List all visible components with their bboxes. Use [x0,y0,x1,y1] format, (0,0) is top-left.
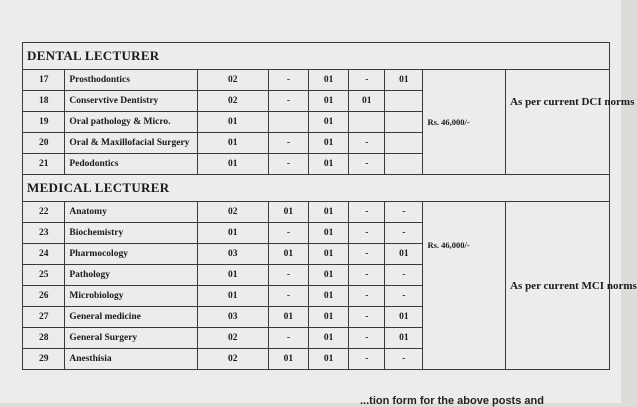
post-count-d: - [349,307,385,328]
post-count-b: 01 [268,202,308,223]
footer-cut-text: ...tion form for the above posts and [360,395,544,407]
subject-name: General medicine [65,307,197,328]
post-count-c: 01 [309,70,349,91]
post-count-a: 02 [197,328,268,349]
dental-norms: As per current DCI norms [506,70,610,175]
post-count-b: - [268,154,308,175]
post-count-c: 01 [309,349,349,370]
row-number: 28 [23,328,65,349]
post-count-e: - [385,286,423,307]
subject-name: Anatomy [65,202,197,223]
post-count-a: 02 [197,91,268,112]
post-count-d [349,112,385,133]
post-count-d: - [349,223,385,244]
post-count-e: 01 [385,70,423,91]
post-count-b: - [268,286,308,307]
post-count-e: 01 [385,328,423,349]
post-count-e: - [385,349,423,370]
row-number: 17 [23,70,65,91]
post-count-b: 01 [268,307,308,328]
post-count-d: - [349,265,385,286]
medical-norms: As per current MCI norms [506,202,610,370]
post-count-c: 01 [309,202,349,223]
post-count-a: 02 [197,349,268,370]
post-count-e [385,91,423,112]
post-count-a: 01 [197,154,268,175]
post-count-e [385,133,423,154]
post-count-c: 01 [309,154,349,175]
post-count-c: 01 [309,133,349,154]
post-count-a: 02 [197,202,268,223]
post-count-a: 01 [197,223,268,244]
post-count-e: - [385,265,423,286]
post-count-c: 01 [309,328,349,349]
post-count-c: 01 [309,112,349,133]
post-count-d: - [349,70,385,91]
post-count-d: 01 [349,91,385,112]
post-count-b: - [268,328,308,349]
post-count-a: 03 [197,244,268,265]
post-count-e [385,112,423,133]
post-count-b: - [268,133,308,154]
row-number: 21 [23,154,65,175]
subject-name: Conservtive Dentistry [65,91,197,112]
post-count-d: - [349,286,385,307]
subject-name: Pedodontics [65,154,197,175]
vacancy-table [22,42,637,370]
post-count-b [268,112,308,133]
post-count-b: - [268,70,308,91]
dental-section-title: DENTAL LECTURER [23,43,610,70]
row-number: 22 [23,202,65,223]
row-number: 20 [23,133,65,154]
subject-name: Anesthisia [65,349,197,370]
post-count-c: 01 [309,265,349,286]
post-count-d: - [349,244,385,265]
post-count-d: - [349,202,385,223]
post-count-a: 01 [197,112,268,133]
post-count-a: 01 [197,133,268,154]
post-count-c: 01 [309,91,349,112]
post-count-d: - [349,154,385,175]
table-row [23,70,610,91]
subject-name: General Surgery [65,328,197,349]
row-number: 23 [23,223,65,244]
medical-section-header [23,175,610,202]
post-count-b: - [268,265,308,286]
table-row [23,202,610,223]
dental-pay-scale: Rs. 46,000/- [423,70,506,175]
post-count-e: 01 [385,244,423,265]
subject-name: Biochemistry [65,223,197,244]
subject-name: Microbiology [65,286,197,307]
post-count-c: 01 [309,286,349,307]
medical-section-title: MEDICAL LECTURER [23,175,610,202]
post-count-c: 01 [309,307,349,328]
post-count-c: 01 [309,223,349,244]
subject-name: Prosthodontics [65,70,197,91]
medical-pay-scale: Rs. 46,000/- [423,202,506,370]
post-count-b: - [268,91,308,112]
post-count-e: 01 [385,307,423,328]
subject-name: Pharmocology [65,244,197,265]
subject-name: Oral pathology & Micro. [65,112,197,133]
subject-name: Oral & Maxillofacial Surgery [65,133,197,154]
post-count-b: 01 [268,244,308,265]
post-count-a: 01 [197,265,268,286]
row-number: 25 [23,265,65,286]
post-count-d: - [349,349,385,370]
post-count-a: 01 [197,286,268,307]
post-count-a: 03 [197,307,268,328]
post-count-d: - [349,328,385,349]
post-count-e: - [385,202,423,223]
subject-name: Pathology [65,265,197,286]
post-count-b: 01 [268,349,308,370]
post-count-e: - [385,223,423,244]
post-count-c: 01 [309,244,349,265]
row-number: 19 [23,112,65,133]
row-number: 29 [23,349,65,370]
post-count-a: 02 [197,70,268,91]
row-number: 27 [23,307,65,328]
post-count-b: - [268,223,308,244]
row-number: 26 [23,286,65,307]
post-count-e [385,154,423,175]
dental-section-header [23,43,610,70]
row-number: 24 [23,244,65,265]
post-count-d: - [349,133,385,154]
row-number: 18 [23,91,65,112]
